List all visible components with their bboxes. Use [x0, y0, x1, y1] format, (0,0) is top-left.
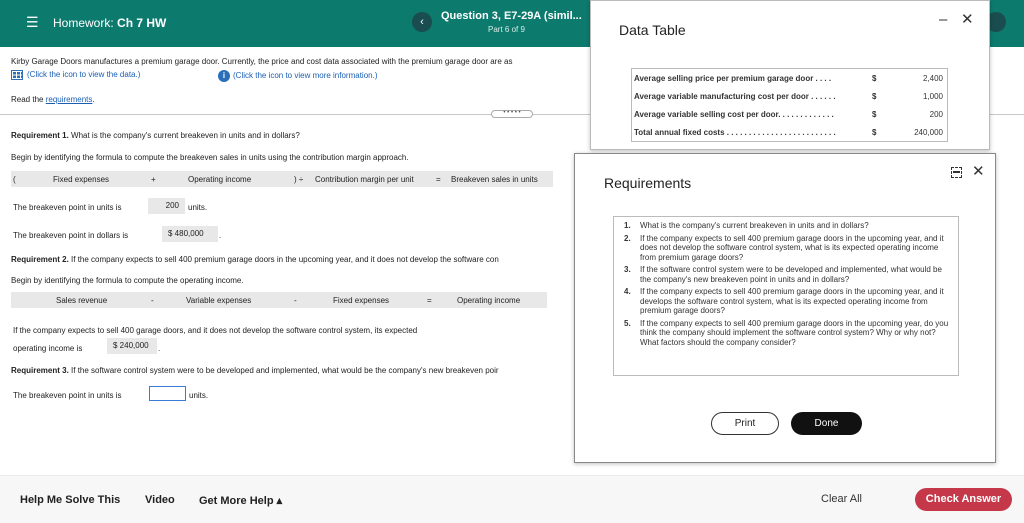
req1-dollars-label: The breakeven point in dollars is: [13, 231, 129, 240]
close-icon[interactable]: ✕: [961, 11, 974, 28]
get-more-help-button[interactable]: Get More Help ▴: [199, 495, 283, 507]
list-item: [624, 287, 954, 316]
table-row: [632, 123, 947, 141]
data-table-title: Data Table: [619, 22, 686, 38]
req1-instruction: Begin by identifying the formula to compute the breakeven sales in units using the contribution margin approach.: [11, 153, 409, 162]
formula-fixed-expenses-2[interactable]: Fixed expenses: [333, 296, 390, 305]
homework-title: [53, 16, 166, 30]
chevron-left-icon: ‹: [420, 16, 424, 28]
formula-equals: =: [436, 175, 441, 184]
req1-dollars-suffix: .: [219, 231, 222, 240]
requirements-link[interactable]: requirements: [45, 95, 93, 104]
req2-formula: [11, 292, 547, 308]
help-me-solve-button[interactable]: Help Me Solve This: [20, 494, 121, 506]
req3-units-input[interactable]: [149, 386, 186, 401]
req1-formula: [11, 171, 553, 187]
row-value: 200: [929, 110, 943, 119]
row-value: 2,400: [922, 74, 943, 83]
item-number: 3.: [624, 265, 631, 274]
item-number: 2.: [624, 233, 631, 243]
req2-income-answer[interactable]: $ 240,000: [107, 338, 157, 354]
formula-fixed-expenses[interactable]: Fixed expenses: [53, 175, 110, 184]
table-icon[interactable]: [11, 70, 23, 80]
table-row: [632, 87, 947, 105]
formula-breakeven-units[interactable]: Breakeven sales in units: [451, 175, 538, 184]
data-table: [631, 68, 948, 142]
data-table-modal: [590, 0, 990, 150]
minimize-icon[interactable]: –: [939, 11, 948, 28]
item-text: What is the company's current breakeven in units and in dollars?: [640, 221, 869, 230]
row-value: 1,000: [922, 92, 943, 101]
question-part: Part 6 of 9: [488, 25, 525, 34]
req2-question: If the company expects to sell 400 premium garage doors in the upcoming year, and it does not develop the software con: [68, 255, 499, 264]
req1-units-suffix: units.: [188, 203, 208, 212]
formula-variable-expenses[interactable]: Variable expenses: [186, 296, 252, 305]
requirements-title: Requirements: [604, 175, 692, 191]
formula-minus-2: -: [294, 296, 297, 305]
list-item: [624, 234, 954, 263]
restore-icon[interactable]: [951, 167, 962, 178]
row-label: Average variable manufacturing cost per door . . . . . .: [634, 92, 836, 101]
req1-units-answer[interactable]: 200: [148, 198, 185, 214]
requirements-list: [624, 221, 954, 350]
done-button[interactable]: Done: [791, 412, 862, 435]
homework-prefix: Homework:: [53, 16, 114, 30]
table-row: [632, 69, 947, 87]
requirements-modal: [574, 153, 996, 463]
req2-income-suffix: .: [158, 344, 161, 353]
item-number: 4.: [624, 287, 631, 296]
req2-heading: [11, 255, 574, 264]
check-answer-button[interactable]: Check Answer: [915, 488, 1012, 511]
req3-units-label: The breakeven point in units is: [13, 391, 122, 400]
read-suffix: .: [92, 95, 95, 104]
req1-heading: [11, 131, 300, 140]
table-row: [632, 105, 947, 123]
video-button[interactable]: Video: [145, 494, 175, 506]
formula-cm-per-unit[interactable]: Contribution margin per unit: [315, 175, 414, 184]
formula-plus: +: [151, 175, 156, 184]
formula-equals-2: =: [427, 296, 432, 305]
item-text: If the company expects to sell 400 premium garage doors in the upcoming year, and it develops the software control system, what is its expected operating income from premium garage doors?: [640, 287, 944, 315]
clear-all-button[interactable]: Clear All: [821, 493, 862, 505]
row-dollar: $: [872, 128, 877, 137]
info-icon[interactable]: i: [218, 70, 230, 82]
previous-question-button[interactable]: [412, 12, 432, 32]
problem-intro: Kirby Garage Doors manufactures a premium garage door. Currently, the price and cost data associated with the premium garage door are as: [11, 57, 513, 66]
open-paren: (: [13, 175, 16, 184]
item-text: If the software control system were to be developed and implemented, what would be the company's new breakeven point in units and in dollars?: [640, 265, 942, 284]
row-dollar: $: [872, 110, 877, 119]
req2-label: Requirement 2.: [11, 255, 69, 264]
info-link[interactable]: [218, 70, 378, 82]
formula-sales-revenue[interactable]: Sales revenue: [56, 296, 108, 305]
data-link[interactable]: [11, 70, 140, 80]
formula-operating-income[interactable]: Operating income: [188, 175, 252, 184]
list-item: [624, 221, 954, 231]
info-link-text[interactable]: (Click the icon to view more information.): [233, 71, 378, 81]
formula-divide: ) ÷: [294, 175, 304, 184]
read-requirements: [11, 95, 95, 104]
req3-label: Requirement 3.: [11, 366, 69, 375]
row-dollar: $: [872, 74, 877, 83]
req3-heading: [11, 366, 574, 375]
read-prefix: Read the: [11, 95, 46, 104]
item-number: 1.: [624, 221, 631, 230]
formula-minus-1: -: [151, 296, 154, 305]
print-button[interactable]: Print: [711, 412, 779, 435]
data-link-text[interactable]: (Click the icon to view the data.): [27, 70, 141, 80]
req2-instruction: Begin by identifying the formula to compute the operating income.: [11, 276, 244, 285]
row-label: Average variable selling cost per door. . . . . . . . . . . . .: [634, 110, 834, 119]
item-text: If the company expects to sell 400 premium garage doors in the upcoming year, do you think the company should implement the software control system? Why or why not? What factors should the company consider?: [640, 318, 949, 347]
requirements-box: [613, 216, 959, 376]
expand-button[interactable]: • • • • •: [491, 110, 533, 118]
req1-question: What is the company's current breakeven in units and in dollars?: [68, 131, 300, 140]
row-label: Average selling price per premium garage door . . . .: [634, 74, 832, 83]
item-text: If the company expects to sell 400 premium garage doors in the upcoming year, and it does not develop the software control system, what is its expected operating income from premium garage doors?: [640, 233, 944, 262]
req1-units-label: The breakeven point in units is: [13, 203, 122, 212]
row-dollar: $: [872, 92, 877, 101]
formula-operating-income-2[interactable]: Operating income: [457, 296, 521, 305]
item-number: 5.: [624, 318, 631, 328]
question-title: Question 3, E7-29A (simil...: [441, 10, 582, 22]
req2-expect-line2: operating income is: [13, 344, 83, 353]
list-item: [624, 265, 954, 284]
req3-question: If the software control system were to be developed and implemented, what would be the company's new breakeven poir: [68, 366, 499, 375]
row-label: Total annual fixed costs . . . . . . . . . . . . . . . . . . . . . . . . .: [634, 128, 836, 137]
req1-dollars-answer[interactable]: $ 480,000: [162, 226, 218, 242]
req2-expect-line1: If the company expects to sell 400 garage doors, and it does not develop the software control system, its expected: [13, 326, 418, 335]
req1-label: Requirement 1.: [11, 131, 69, 140]
close-icon[interactable]: ✕: [972, 163, 985, 180]
req3-units-suffix: units.: [189, 391, 209, 400]
row-value: 240,000: [914, 128, 943, 137]
homework-name: Ch 7 HW: [117, 16, 167, 30]
hamburger-icon[interactable]: ☰: [26, 14, 39, 30]
list-item: [624, 319, 954, 348]
